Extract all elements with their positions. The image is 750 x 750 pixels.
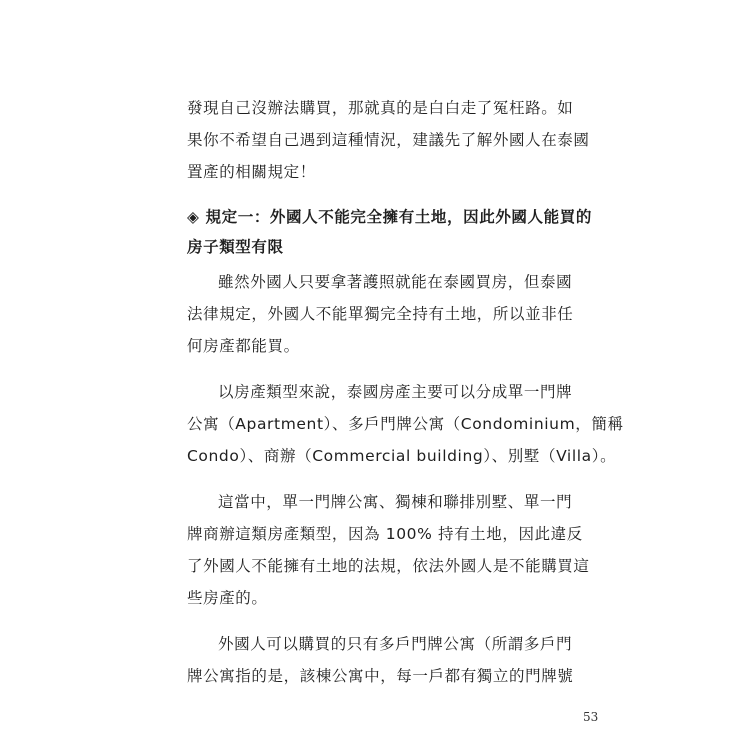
paragraph-line: 法律規定，外國人不能單獨完全持有土地，所以並非任: [187, 305, 574, 323]
paragraph-line: 牌公寓指的是，該棟公寓中，每一戶都有獨立的門牌號: [187, 667, 574, 685]
heading-line: 房子類型有限: [187, 238, 284, 256]
paragraph-4: [187, 628, 577, 692]
intro-paragraph: [187, 92, 590, 188]
page-text: [187, 92, 624, 692]
paragraph-line: 這當中，單一門牌公寓、獨棟和聯排別墅、單一門: [218, 493, 573, 511]
paragraph-3: [187, 486, 590, 614]
page-number: 53: [583, 710, 599, 724]
intro-line: 果你不希望自己遇到這種情況，建議先了解外國人在泰國: [187, 131, 590, 149]
paragraph-line: 牌商辦這類房產類型，因為 100% 持有土地，因此違反: [187, 525, 583, 543]
paragraph-line: Condo）、商辦（Commercial building）、別墅（Villa）。: [187, 447, 617, 465]
paragraph-line: 了外國人不能擁有土地的法規，依法外國人是不能購買這: [187, 557, 590, 575]
paragraph-line: 外國人可以購買的只有多戶門牌公寓（所謂多戶門: [218, 635, 573, 653]
paragraph-line: 雖然外國人只要拿著護照就能在泰國買房，但泰國: [218, 273, 573, 291]
paragraph-2: [187, 376, 624, 472]
paragraph-line: 公寓（Apartment）、多戶門牌公寓（Condominium，簡稱: [187, 415, 624, 433]
heading-line: ◈ 規定一：外國人不能完全擁有土地，因此外國人能買的: [187, 208, 592, 226]
intro-line: 發現自己沒辦法購買，那就真的是白白走了冤枉路。如: [187, 99, 574, 117]
section-heading: [187, 202, 592, 262]
paragraph-line: 些房產的。: [187, 589, 268, 607]
paragraph-1: [187, 266, 577, 362]
intro-line: 置產的相關規定！: [187, 163, 316, 181]
paragraph-line: 何房產都能買。: [187, 337, 300, 355]
paragraph-line: 以房產類型來說，泰國房產主要可以分成單一門牌: [218, 383, 573, 401]
